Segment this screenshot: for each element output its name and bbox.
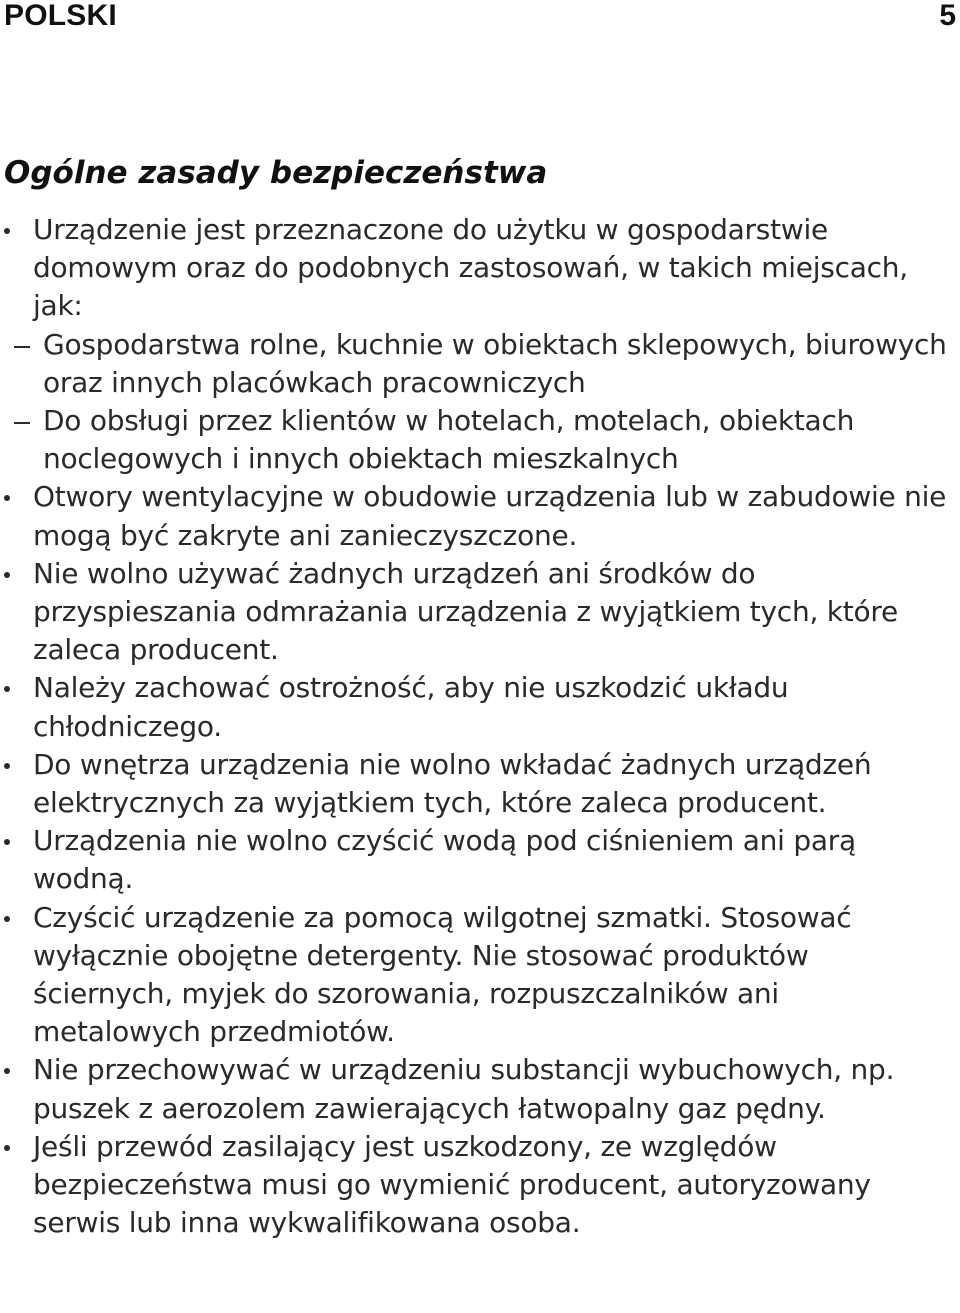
section-title: Ogólne zasady bezpieczeństwa bbox=[4, 155, 548, 191]
sub-list bbox=[33, 326, 954, 479]
safety-item bbox=[4, 822, 954, 898]
safety-item bbox=[4, 555, 954, 670]
bullet-icon bbox=[4, 572, 10, 578]
dash-icon bbox=[14, 346, 30, 348]
safety-item bbox=[4, 669, 954, 745]
dash-icon bbox=[14, 422, 30, 424]
safety-item bbox=[4, 899, 954, 1052]
safety-item bbox=[4, 478, 954, 554]
safety-item-text: Nie przechowywać w urządzeniu substancji wybuchowych, np. puszek z aerozolem zawierających łatwopalny gaz pędny. bbox=[33, 1053, 895, 1125]
safety-item-text: Jeśli przewód zasilający jest uszkodzony, ze względów bezpieczeństwa musi go wymienić producent, autoryzowany serwis lub inna wykwalifikowana osoba. bbox=[33, 1129, 871, 1240]
bullet-icon bbox=[4, 1145, 10, 1151]
safety-content bbox=[4, 211, 954, 1242]
bullet-icon bbox=[4, 916, 10, 922]
bullet-icon bbox=[4, 495, 10, 501]
safety-item bbox=[4, 746, 954, 822]
safety-item-text: Czyścić urządzenie za pomocą wilgotnej szmatki. Stosować wyłącznie obojętne detergenty. Nie stosować produktów ściernych, myjek do szorowania, rozpuszczalników ani metalowych przedmiotów. bbox=[33, 900, 852, 1049]
sub-item-text: Gospodarstwa rolne, kuchnie w obiektach sklepowych, biurowych oraz innych placówkach pracowniczych bbox=[43, 327, 947, 399]
header-language: POLSKI bbox=[4, 0, 117, 32]
safety-item-text: Urządzenie jest przeznaczone do użytku w gospodarstwie domowym oraz do podobnych zastosowań, w takich miejscach, jak: bbox=[33, 213, 908, 323]
safety-item bbox=[4, 1128, 954, 1243]
page-header bbox=[0, 0, 960, 36]
page-number: 5 bbox=[939, 0, 956, 32]
safety-item bbox=[4, 1051, 954, 1127]
safety-item-text: Urządzenia nie wolno czyścić wodą pod ciśnieniem ani parą wodną. bbox=[33, 824, 856, 896]
sub-item bbox=[4, 326, 954, 402]
sub-item bbox=[4, 402, 954, 478]
safety-item-text: Należy zachować ostrożność, aby nie uszkodzić układu chłodniczego. bbox=[33, 671, 789, 743]
safety-item-text: Otwory wentylacyjne w obudowie urządzenia lub w zabudowie nie mogą być zakryte ani zanieczyszczone. bbox=[33, 480, 947, 552]
safety-item-text: Nie wolno używać żadnych urządzeń ani środków do przyspieszania odmrażania urządzenia z wyjątkiem tych, które zaleca producent. bbox=[33, 556, 898, 667]
bullet-icon bbox=[4, 839, 10, 845]
bullet-icon bbox=[4, 228, 10, 234]
safety-item bbox=[4, 211, 954, 478]
bullet-icon bbox=[4, 686, 10, 692]
sub-item-text: Do obsługi przez klientów w hotelach, motelach, obiektach noclegowych i innych obiektach mieszkalnych bbox=[43, 404, 855, 476]
bullet-icon bbox=[4, 1068, 10, 1074]
safety-item-text: Do wnętrza urządzenia nie wolno wkładać żadnych urządzeń elektrycznych za wyjątkiem tych, które zaleca producent. bbox=[33, 747, 872, 820]
safety-list bbox=[4, 211, 954, 1242]
bullet-icon bbox=[4, 763, 10, 769]
